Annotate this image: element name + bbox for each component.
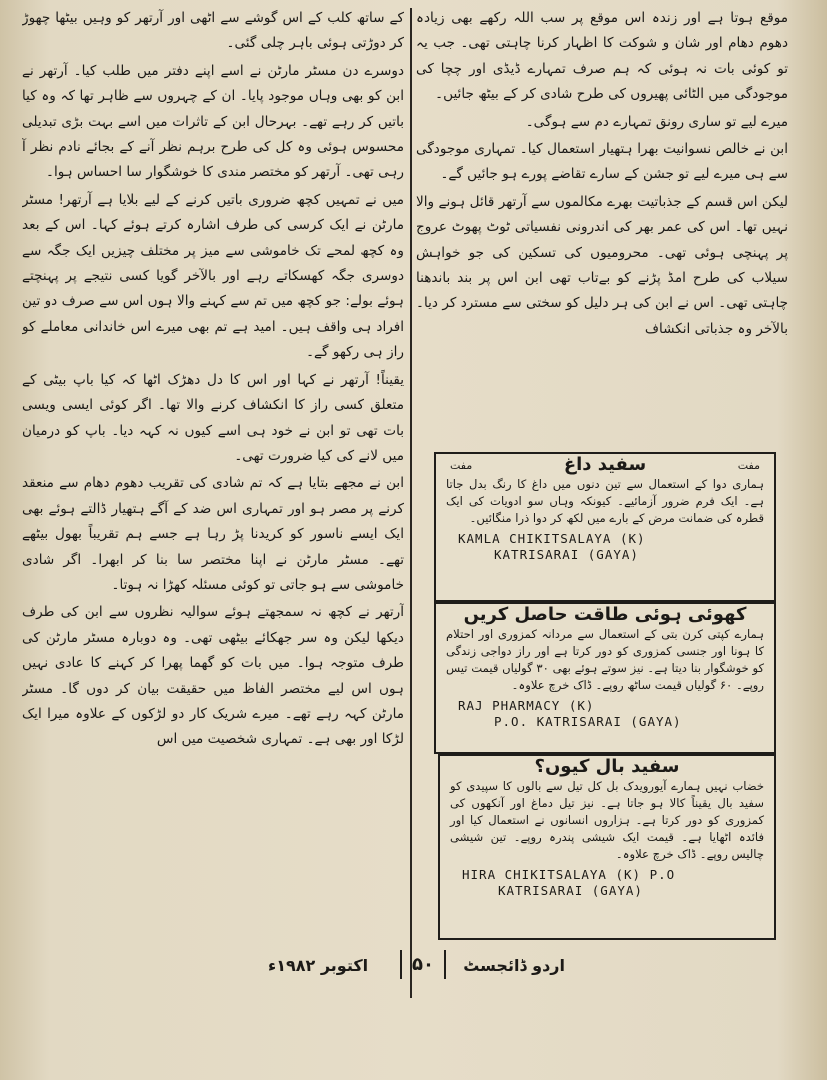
right-paragraph-2: میرے لیے تو ساری رونق تمہارے دم سے ہوگی۔ — [525, 113, 788, 130]
ad-address-line-1: KAMLA CHIKITSALAYA (K) — [458, 531, 646, 546]
ad-address-line-2: KATRISARAI (GAYA) — [494, 547, 639, 562]
left-paragraph-4: یقیناً! آرتھر نے کہا اور اس کا دل دھڑک اٹھا کہ کیا باپ بیٹی کے متعلق کسی راز کا انکشاف کرنے والا تھا۔ اگر کوئی ایسی ویسی بات تھی تو ابن نے خود ہی اسے کیوں نہ کہہ دیا۔ باپ کو درمیان میں لانے کی کیا ضرورت تھی۔ — [22, 371, 404, 464]
right-paragraph-3: ابن نے خالص نسوانیت بھرا ہتھیار استعمال کیا۔ تمہاری موجودگی سے ہی میرے لیے تو جشن کے سارے تقاضے پورے ہو جائیں گے۔ — [416, 141, 788, 183]
issue-date: اکتوبر ۱۹۸۲ء — [268, 956, 369, 975]
column-divider — [410, 8, 412, 998]
magazine-title: اردو ڈائجسٹ — [463, 956, 565, 975]
ad-body: خضاب نہیں ہمارے آیورویدک بل کل تیل سے بالوں کا سپیدی کو سفید بال یقیناً کالا ہو جاتا ہے۔ نیز تیل دماغ اور آنکھوں کی کمزوری کو دور کرتا ہے۔ ہزاروں انسانوں نے استعمال کیا اور فائدہ اٹھایا ہے۔ قیمت ایک شیشی پندرہ روپے۔ تین شیشی چالیس روپے۔ ڈاک خرچ علاوہ۔ — [450, 779, 764, 861]
ad-address — [436, 531, 774, 563]
right-paragraph-4: لیکن اس قسم کے جذباتیت بھرے مکالموں سے آرتھر قائل ہونے والا نہیں تھا۔ اس کی عمر بھر کی اندرونی نفسیاتی ٹوٹ پھوٹ عروج پر پہنچی ہوئی تھی۔ محرومیوں کی تسکین کی جو خواہش سیلاب کی طرح امڈ پڑنے کو بےتاب تھی ابن اس پر بند باندھنا چاہتی تھی۔ اس نے ابن کی ہر دلیل کو سختی سے مسترد کر دیا۔ بالآخر وہ جذباتی انکشاف — [416, 193, 788, 337]
ad-free-tag-right: مفت — [737, 459, 760, 472]
left-paragraph-3: میں نے تمہیں کچھ ضروری باتیں کرنے کے لیے بلایا ہے آرتھر! مسٹر مارٹن نے ایک کرسی کی طرف اشارہ کرتے ہوئے کہا۔ اس کے بعد وہ کچھ لمحے تک خاموشی سے میز پر مختلف چیزیں ایک جگہ سے دوسری جگہ کھسکاتے رہے اور بالآخر گویا کسی نتیجے پر پہنچتے ہوئے بولے: جو کچھ میں تم سے کہنے والا ہوں اس سے صرف دو تین افراد ہی واقف ہیں۔ امید ہے تم بھی میرے اس خاندانی معاملے کو راز ہی رکھو گے۔ — [22, 191, 404, 361]
ad-white-hair — [438, 754, 776, 940]
ad-white-spots — [434, 452, 776, 602]
page-number: ۵۰ — [400, 950, 446, 979]
ad-body: ہماری دوا کے استعمال سے تین دنوں میں داغ کا رنگ بدل جاتا ہے۔ ایک فرم ضرور آزمائیے۔ کیونکہ وہاں سو ادویات کی ایک قطرہ کی ضمانت مرض کے بارے میں لکھ کر دوا ذرا منگائیں۔ — [446, 477, 764, 525]
left-column — [22, 6, 404, 1002]
ad-address — [440, 867, 774, 899]
right-paragraph-1: موقع ہوتا ہے اور زندہ اس موقع پر سب اللہ رکھے بھی زیادہ دھوم دھام اور شان و شوکت کا اظہار کرنا چاہتی تھی۔ جب یہ تو کوئی بات نہ ہوئی کہ ہم صرف تمہارے ڈیڈی اور چچا کی موجودگی میں الٹائی پھیروں کی طرح شادی کر کے بیٹھ جائیں۔ — [416, 10, 788, 103]
left-paragraph-1: کے ساتھ کلب کے اس گوشے سے اٹھی اور آرتھر کو وہیں بیٹھا چھوڑ کر دوڑتی ہوئی باہر چلی گئی۔ — [22, 10, 404, 52]
ad-heading: سفید بال کیوں؟ — [534, 756, 680, 777]
ad-address-line-2: P.O. KATRISARAI (GAYA) — [494, 714, 682, 729]
ad-address-line-1: HIRA CHIKITSALAYA (K) P.O — [462, 867, 676, 882]
ad-heading: سفید داغ — [563, 454, 647, 475]
left-paragraph-5: ابن نے مجھے بتایا ہے کہ تم شادی کی تقریب دھوم دھام سے منعقد کرنے پر مصر ہو اور تمہاری اس ضد کے آگے ہتھیار ڈالتے ہوئے بھی ایک ایسے ناسور کو کریدنا پڑ رہا ہے جسے ہم تقریباً بھول بیٹھے تھے۔ مسٹر مارٹن نے اپنا مختصر سا بنا کر ابھرا۔ اگر شادی خاموشی سے ہو جاتی تو کوئی مسئلہ کھڑا نہ ہوتا۔ — [22, 475, 404, 593]
ad-address-line-2: KATRISARAI (GAYA) — [498, 883, 643, 898]
ad-body: ہمارے کپتی کرن بتی کے استعمال سے مردانہ کمزوری اور احتلام کا ہونا اور جنسی کمزوری کو دور کرتا ہے اور راز دواجی زندگی کو خوشگوار بنا دیتا ہے۔ نیز سوتے ہوئے بھی ۳۰ گولیاں قیمت تیس روپے۔ ۶۰ گولیاں قیمت ساٹھ روپے۔ ڈاک خرچ علاوہ۔ — [446, 627, 765, 692]
ad-address-line-1: RAJ PHARMACY (K) — [458, 698, 595, 713]
ad-address — [436, 698, 774, 730]
ad-free-tag-left: مفت — [450, 459, 473, 472]
left-paragraph-2: دوسرے دن مسٹر مارٹن نے اسے اپنے دفتر میں طلب کیا۔ آرتھر نے ابن کو بھی وہاں موجود پایا۔ ان کے چہروں سے ظاہر تھا کہ وہ کیا باتیں کر رہے تھے۔ بہرحال ابن کے تاثرات میں اسے بہت بڑی تبدیلی محسوس ہوئی وہ کل کی طرح برہم نظر آنے کے بجائے نادم نظر آ رہی تھی۔ آرتھر کو مختصر مندی کا خوشگوار سا احساس ہوا۔ — [22, 62, 404, 181]
left-paragraph-6: آرتھر نے کچھ نہ سمجھتے ہوئے سوالیہ نظروں سے ابن کی طرف دیکھا لیکن وہ سر جھکائے بیٹھی تھی۔ وہ دوبارہ مسٹر مارٹن کی طرف متوجہ ہوا۔ میں بات کو گھما پھرا کر کہنے کا عادی نہیں ہوں اس لیے مختصر الفاظ میں حقیقت بیان کر دوں گا۔ مسٹر مارٹن کہہ رہے تھے۔ میرے شریک کار دو لڑکوں کے علاوہ میرا ایک لڑکا اور بھی ہے۔ تمہاری شخصیت میں اس — [22, 604, 404, 748]
ad-heading: کھوئی ہوئی طاقت حاصل کریں — [463, 604, 747, 625]
ad-lost-strength — [434, 602, 776, 754]
